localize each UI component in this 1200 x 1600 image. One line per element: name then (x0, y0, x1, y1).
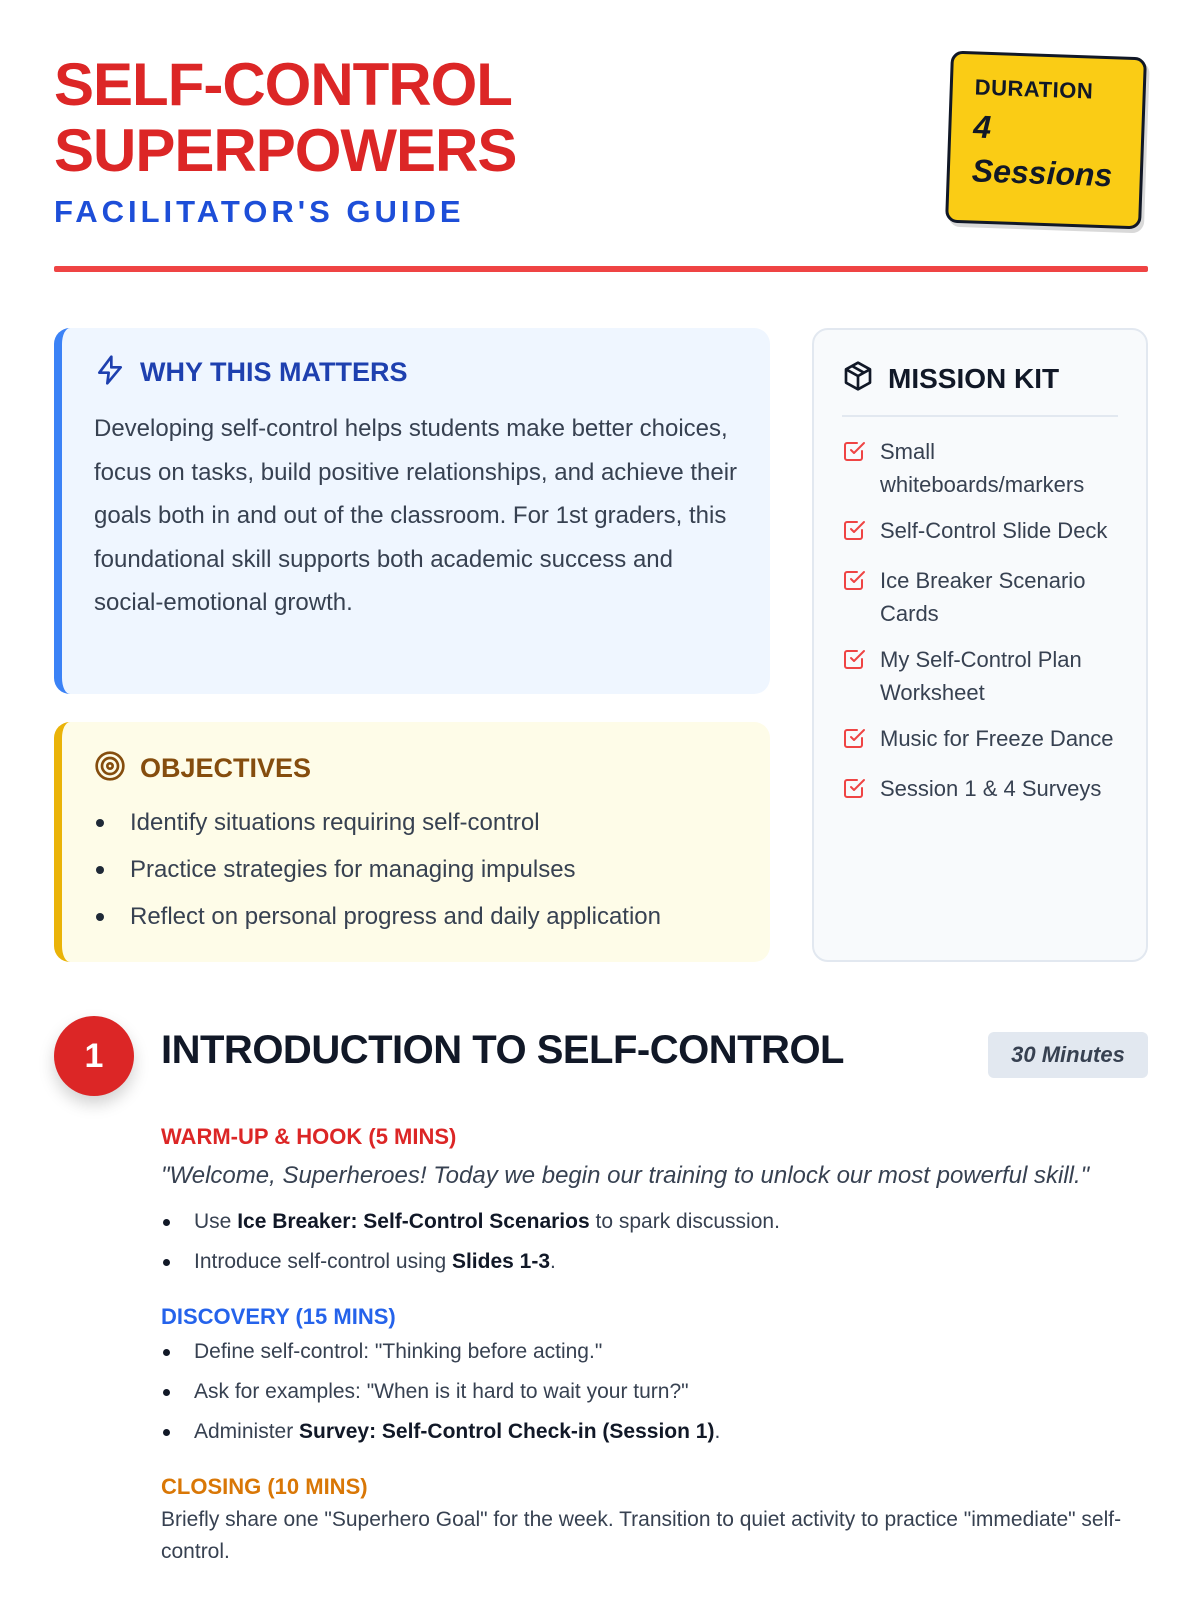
page-subtitle: FACILITATOR'S GUIDE (54, 194, 465, 229)
page-title-line-1: SELF-CONTROL (54, 51, 512, 118)
checkbox-checked-icon (842, 568, 866, 601)
kit-item (842, 564, 1118, 630)
session-title: INTRODUCTION TO SELF-CONTROL (161, 1028, 844, 1072)
kit-item-label: Ice Breaker Scenario Cards (880, 568, 1086, 626)
kit-item (842, 514, 1118, 551)
warmup-list (161, 1202, 1148, 1282)
duration-value-unit: Sessions (971, 152, 1113, 194)
why-text: Developing self-control helps students make better choices, focus on tasks, build positive relationships, and achieve their goals both in and out of the classroom. For 1st graders, this foundational skill supports both academic success and social-emotional growth. (94, 415, 738, 616)
mission-kit-card (812, 328, 1148, 962)
kit-item-label: My Self-Control Plan Worksheet (880, 647, 1082, 705)
session-duration-tag: 30 Minutes (988, 1032, 1148, 1078)
target-icon (94, 750, 126, 787)
closing-text: Briefly share one "Superhero Goal" for the week. Transition to quiet activity to practice "immediate" self-control. (161, 1508, 1122, 1563)
duration-value-number: 4 (972, 108, 992, 146)
kit-item-label: Music for Freeze Dance (880, 726, 1114, 751)
session-header (54, 1016, 1148, 1096)
duration-badge (945, 51, 1147, 230)
checkbox-checked-icon (842, 776, 866, 809)
mission-kit-divider (842, 415, 1118, 417)
objective-item: Identify situations requiring self-control (94, 799, 738, 846)
session-body (161, 1122, 1148, 1588)
kit-item (842, 772, 1118, 809)
why-this-matters-card (54, 328, 770, 694)
checkbox-checked-icon (842, 647, 866, 680)
session-number-badge: 1 (54, 1016, 134, 1096)
warmup-item: Introduce self-control using Slides 1-3. (161, 1242, 1148, 1282)
duration-label: DURATION (974, 74, 1094, 104)
kit-item-label: Session 1 & 4 Surveys (880, 776, 1102, 801)
closing-title: CLOSING (10 MINS) (161, 1474, 368, 1499)
discovery-list (161, 1332, 1148, 1452)
objectives-list (94, 799, 738, 940)
objectives-title: OBJECTIVES (140, 753, 312, 783)
kit-item-label: Small whiteboards/markers (880, 439, 1085, 497)
warmup-section (161, 1122, 1148, 1282)
objective-item: Practice strategies for managing impulses (94, 846, 738, 893)
discovery-item: Define self-control: "Thinking before acting." (161, 1332, 1148, 1372)
mission-kit-title: MISSION KIT (888, 362, 1060, 394)
checkbox-checked-icon (842, 726, 866, 759)
objective-item: Reflect on personal progress and daily application (94, 893, 738, 940)
mission-kit-list (842, 435, 1118, 809)
page-title-line-2: SUPERPOWERS (54, 117, 517, 184)
warmup-title: WARM-UP & HOOK (5 MINS) (161, 1124, 457, 1149)
discovery-item: Administer Survey: Self-Control Check-in (Session 1). (161, 1412, 1148, 1452)
checkbox-checked-icon (842, 518, 866, 551)
discovery-title: DISCOVERY (15 MINS) (161, 1304, 396, 1329)
checkbox-checked-icon (842, 439, 866, 472)
kit-item (842, 643, 1118, 709)
kit-item-label: Self-Control Slide Deck (880, 518, 1108, 543)
why-title: WHY THIS MATTERS (140, 357, 408, 387)
package-icon (842, 360, 874, 397)
discovery-item: Ask for examples: "When is it hard to wait your turn?" (161, 1372, 1148, 1412)
discovery-section (161, 1302, 1148, 1452)
header-divider (54, 266, 1148, 272)
lightning-icon (94, 354, 126, 391)
kit-item (842, 722, 1118, 759)
warmup-quote: "Welcome, Superheroes! Today we begin our training to unlock our most powerful skill." (161, 1162, 1090, 1189)
closing-section (161, 1472, 1148, 1568)
kit-item (842, 435, 1118, 501)
objectives-card (54, 722, 770, 962)
warmup-item: Use Ice Breaker: Self-Control Scenarios to spark discussion. (161, 1202, 1148, 1242)
